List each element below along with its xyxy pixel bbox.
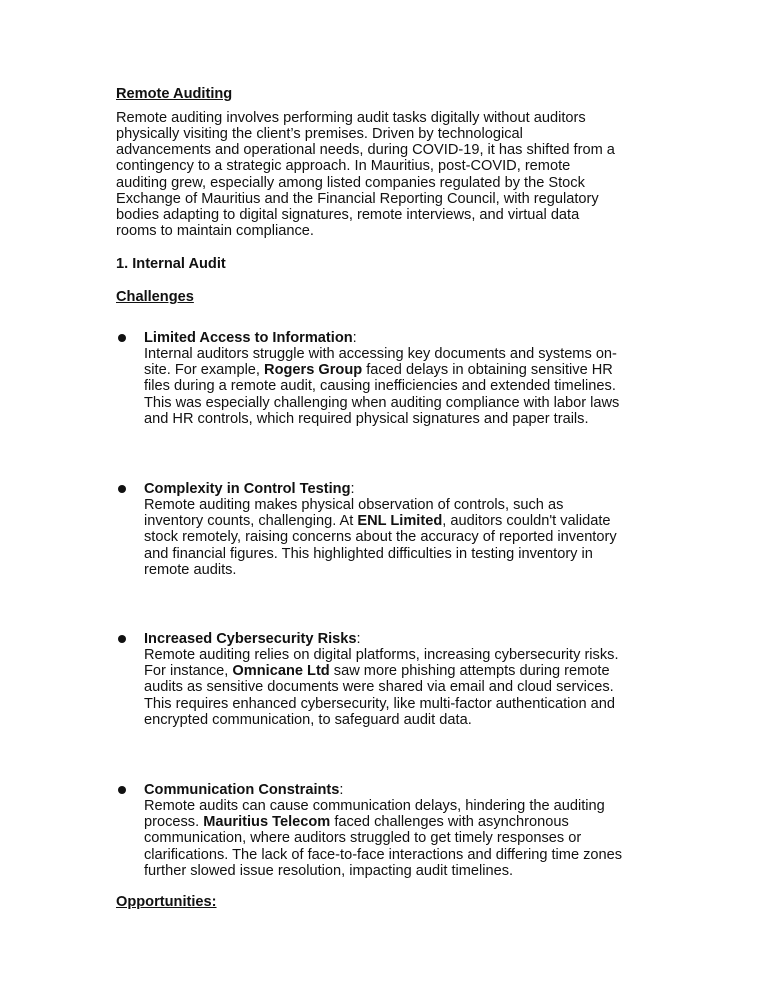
bullet-icon bbox=[118, 635, 126, 643]
bullet-icon bbox=[118, 786, 126, 794]
list-item-title: Limited Access to Information: bbox=[144, 330, 357, 346]
list-item-line: For instance, Omnicane Ltd saw more phishing attempts during remote bbox=[144, 663, 610, 680]
paragraph-line: physically visiting the client’s premises. Driven by technological bbox=[116, 126, 523, 143]
list-item bbox=[144, 330, 619, 427]
list-item-line: files during a remote audit, causing inefficiencies and extended timelines. bbox=[144, 378, 616, 395]
paragraph-line: bodies adapting to digital signatures, remote interviews, and virtual data bbox=[116, 206, 580, 223]
challenges-heading: Challenges bbox=[116, 289, 194, 305]
list-item bbox=[144, 782, 622, 879]
list-item bbox=[144, 481, 617, 578]
intro-paragraph bbox=[116, 110, 615, 239]
list-item-title: Communication Constraints: bbox=[144, 782, 344, 798]
paragraph-line: Exchange of Mauritius and the Financial Reporting Council, with regulatory bbox=[116, 190, 599, 207]
list-item-line: inventory counts, challenging. At ENL Limited, auditors couldn't validate bbox=[144, 513, 611, 530]
list-item-line: Internal auditors struggle with accessing key documents and systems on- bbox=[144, 346, 617, 363]
paragraph-line: Remote auditing involves performing audit tasks digitally without auditors bbox=[116, 110, 586, 126]
list-item bbox=[144, 631, 619, 728]
list-item-line: audits as sensitive documents were shared via email and cloud services. bbox=[144, 679, 614, 696]
list-item-title: Increased Cybersecurity Risks: bbox=[144, 631, 361, 647]
list-item-title: Complexity in Control Testing: bbox=[144, 481, 355, 497]
list-item-line: Remote auditing relies on digital platforms, increasing cybersecurity risks. bbox=[144, 647, 619, 664]
list-item-line: stock remotely, raising concerns about the accuracy of reported inventory bbox=[144, 529, 617, 546]
list-item-line: further slowed issue resolution, impacting audit timelines. bbox=[144, 862, 514, 879]
list-item-line: remote audits. bbox=[144, 561, 237, 578]
company-name: Mauritius Telecom bbox=[203, 814, 331, 831]
paragraph-line: contingency to a strategic approach. In Mauritius, post-COVID, remote bbox=[116, 158, 571, 175]
bullet-icon bbox=[118, 485, 126, 493]
list-item-line: encrypted communication, to safeguard audit data. bbox=[144, 711, 472, 728]
list-item-line: Remote audits can cause communication delays, hindering the auditing bbox=[144, 798, 605, 815]
list-item-line: communication, where auditors struggled to get timely responses or bbox=[144, 830, 582, 847]
list-item-line: This requires enhanced cybersecurity, like multi-factor authentication and bbox=[144, 695, 616, 712]
paragraph-line: auditing grew, especially among listed companies regulated by the Stock bbox=[116, 174, 585, 191]
paragraph-line: rooms to maintain compliance. bbox=[116, 223, 314, 240]
list-item-line: site. For example, Rogers Group faced delays in obtaining sensitive HR bbox=[144, 362, 613, 379]
list-item-line: and financial figures. This highlighted difficulties in testing inventory in bbox=[144, 545, 593, 562]
list-item-line: This was especially challenging when auditing compliance with labor laws bbox=[144, 394, 620, 411]
paragraph-line: advancements and operational needs, during COVID-19, it has shifted from a bbox=[116, 142, 615, 159]
company-name: Rogers Group bbox=[264, 362, 363, 379]
list-item-line: and HR controls, which required physical signatures and paper trails. bbox=[144, 410, 589, 427]
section-heading: 1. Internal Audit bbox=[116, 256, 226, 272]
list-item-line: clarifications. The lack of face-to-face interactions and differing time zones bbox=[144, 846, 623, 863]
document-title: Remote Auditing bbox=[116, 86, 233, 102]
list-item-line: process. Mauritius Telecom faced challenges with asynchronous bbox=[144, 814, 569, 831]
list-item-line: Remote auditing makes physical observation of controls, such as bbox=[144, 497, 564, 514]
bullet-icon bbox=[118, 334, 126, 342]
company-name: Omnicane Ltd bbox=[232, 663, 330, 680]
company-name: ENL Limited bbox=[357, 513, 443, 530]
opportunities-heading: Opportunities: bbox=[116, 894, 217, 910]
